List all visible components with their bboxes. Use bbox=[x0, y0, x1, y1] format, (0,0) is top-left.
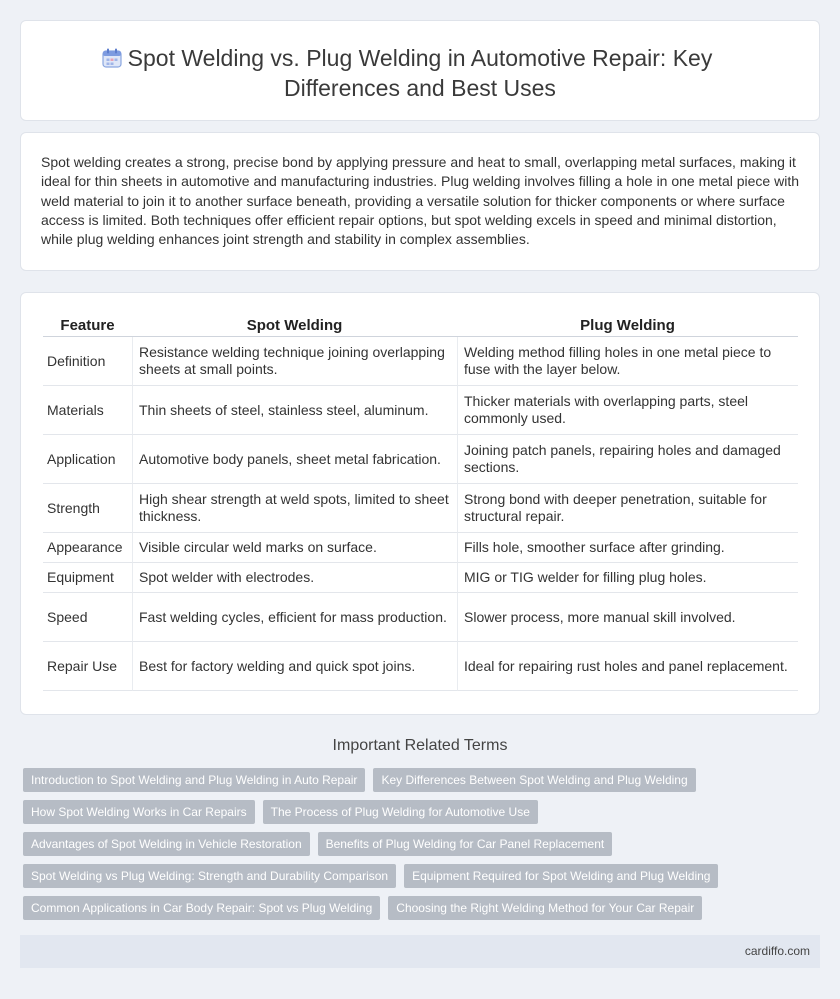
footer-site-link[interactable]: cardiffo.com bbox=[744, 944, 810, 958]
plug-cell: MIG or TIG welder for filling plug holes. bbox=[457, 563, 798, 593]
related-term-tag[interactable]: Benefits of Plug Welding for Car Panel Replacement bbox=[318, 832, 613, 856]
tag-row bbox=[23, 832, 723, 856]
plug-cell: Welding method filling holes in one metal piece to fuse with the layer below. bbox=[457, 337, 798, 386]
feature-cell: Repair Use bbox=[43, 642, 132, 691]
table-row bbox=[43, 533, 798, 563]
plug-cell: Slower process, more manual skill involved. bbox=[457, 593, 798, 642]
feature-cell: Materials bbox=[43, 386, 132, 435]
feature-cell: Definition bbox=[43, 337, 132, 386]
related-term-tag[interactable]: Advantages of Spot Welding in Vehicle Restoration bbox=[23, 832, 310, 856]
related-term-tag[interactable]: Common Applications in Car Body Repair: Spot vs Plug Welding bbox=[23, 896, 380, 920]
calendar-icon bbox=[101, 47, 123, 69]
related-term-tag[interactable]: Choosing the Right Welding Method for Your Car Repair bbox=[388, 896, 702, 920]
tag-row bbox=[23, 768, 723, 792]
table-row bbox=[43, 386, 798, 435]
spot-cell: High shear strength at weld spots, limited to sheet thickness. bbox=[132, 484, 457, 533]
table-row bbox=[43, 642, 798, 691]
related-terms-tags bbox=[23, 768, 723, 928]
tag-row bbox=[23, 800, 723, 824]
footer-bar bbox=[20, 935, 820, 968]
comparison-table bbox=[43, 315, 798, 691]
header-spot-welding: Spot Welding bbox=[132, 315, 457, 337]
table-row bbox=[43, 435, 798, 484]
related-term-tag[interactable]: Key Differences Between Spot Welding and Plug Welding bbox=[373, 768, 695, 792]
feature-cell: Speed bbox=[43, 593, 132, 642]
related-term-tag[interactable]: Introduction to Spot Welding and Plug Welding in Auto Repair bbox=[23, 768, 365, 792]
feature-cell: Equipment bbox=[43, 563, 132, 593]
comparison-table-card bbox=[20, 292, 820, 715]
related-term-tag[interactable]: How Spot Welding Works in Car Repairs bbox=[23, 800, 255, 824]
plug-cell: Thicker materials with overlapping parts, steel commonly used. bbox=[457, 386, 798, 435]
tag-row bbox=[23, 864, 723, 888]
related-term-tag[interactable]: Spot Welding vs Plug Welding: Strength and Durability Comparison bbox=[23, 864, 396, 888]
tag-row bbox=[23, 896, 723, 920]
plug-cell: Fills hole, smoother surface after grinding. bbox=[457, 533, 798, 563]
spot-cell: Thin sheets of steel, stainless steel, aluminum. bbox=[132, 386, 457, 435]
spot-cell: Resistance welding technique joining overlapping sheets at small points. bbox=[132, 337, 457, 386]
plug-cell: Ideal for repairing rust holes and panel replacement. bbox=[457, 642, 798, 691]
page-title: Spot Welding vs. Plug Welding in Automotive Repair: Key Differences and Best Uses bbox=[127, 45, 713, 101]
title-row bbox=[21, 43, 819, 103]
table-header-row bbox=[43, 315, 798, 337]
spot-cell: Fast welding cycles, efficient for mass production. bbox=[132, 593, 457, 642]
feature-cell: Appearance bbox=[43, 533, 132, 563]
table-row bbox=[43, 593, 798, 642]
feature-cell: Strength bbox=[43, 484, 132, 533]
spot-cell: Best for factory welding and quick spot joins. bbox=[132, 642, 457, 691]
table-row bbox=[43, 563, 798, 593]
plug-cell: Joining patch panels, repairing holes and damaged sections. bbox=[457, 435, 798, 484]
table-row bbox=[43, 484, 798, 533]
spot-cell: Spot welder with electrodes. bbox=[132, 563, 457, 593]
related-term-tag[interactable]: Equipment Required for Spot Welding and Plug Welding bbox=[404, 864, 718, 888]
plug-cell: Strong bond with deeper penetration, suitable for structural repair. bbox=[457, 484, 798, 533]
header-plug-welding: Plug Welding bbox=[457, 315, 798, 337]
header-card bbox=[20, 20, 820, 121]
feature-cell: Application bbox=[43, 435, 132, 484]
header-feature: Feature bbox=[43, 315, 132, 337]
related-term-tag[interactable]: The Process of Plug Welding for Automotive Use bbox=[263, 800, 538, 824]
spot-cell: Automotive body panels, sheet metal fabrication. bbox=[132, 435, 457, 484]
table-row bbox=[43, 337, 798, 386]
spot-cell: Visible circular weld marks on surface. bbox=[132, 533, 457, 563]
intro-card bbox=[20, 132, 820, 271]
intro-paragraph: Spot welding creates a strong, precise bond by applying pressure and heat to small, overlapping metal surfaces, making it ideal for thin sheets in automotive and manufacturing industries. Plug welding involves filling a hole in one metal piece with weld material to join it to another surface beneath, providing a versatile solution for thicker components or where surface access is limited. Both techniques offer efficient repair options, but spot welding excels in speed and minimal distortion, while plug welding enhances joint strength and stability in complex assemblies. bbox=[41, 154, 799, 248]
related-terms-heading: Important Related Terms bbox=[332, 737, 508, 754]
